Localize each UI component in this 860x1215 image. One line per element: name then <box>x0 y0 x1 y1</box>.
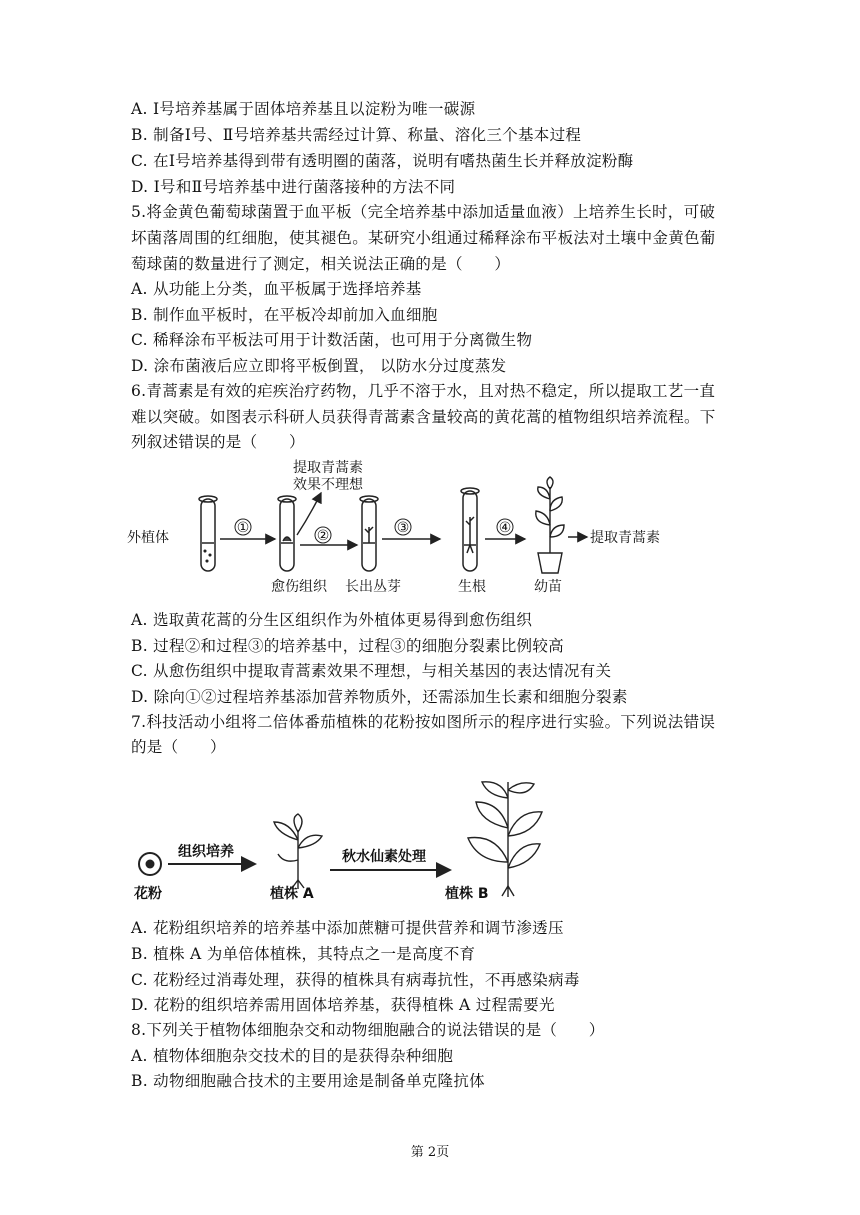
q6-option-d: D. 除向①②过程培养基添加营养物质外，还需添加生长素和细胞分裂素 <box>131 688 628 706</box>
pollen-culture-diagram <box>130 768 550 908</box>
q5-stem-line-1: 5.将金黄色葡萄球菌置于血平板（完全培养基中添加适量血液）上培养生长时，可破 <box>131 203 716 221</box>
page-number: 第 2页 <box>410 1145 450 1160</box>
tissue-culture-flow-diagram <box>125 455 685 600</box>
step-2-label: ② <box>316 528 330 544</box>
q4-option-b: B. 制备Ⅰ号、Ⅱ号培养基共需经过计算、称量、溶化三个基本过程 <box>131 126 582 144</box>
q4-option-d: D. Ⅰ号和Ⅱ号培养基中进行菌落接种的方法不同 <box>131 178 456 196</box>
stage-callus-label: 愈伤组织 <box>271 579 327 595</box>
q4-option-a: A. Ⅰ号培养基属于固体培养基且以淀粉为唯一碳源 <box>131 100 476 118</box>
q8-stem-line-1: 8.下列关于植物体细胞杂交和动物细胞融合的说法错误的是（ ） <box>131 1021 605 1039</box>
q5-option-d: D. 涂布菌液后应立即将平板倒置， 以防水分过度蒸发 <box>131 357 507 375</box>
plant-a-label: 植株 A <box>270 886 314 902</box>
end-label: 提取青蒿素 <box>590 530 660 546</box>
test-tube-callus <box>278 496 296 571</box>
step-3-label: ③ <box>396 520 410 536</box>
q5-option-c: C. 稀释涂布平板法可用于计数活菌，也可用于分离微生物 <box>131 331 533 349</box>
step-1-label: ① <box>236 520 250 536</box>
q7-stem-line-2: 的是（ ） <box>131 738 226 756</box>
q7-stem-line-1: 7.科技活动小组将二倍体番茄植株的花粉按如图所示的程序进行实验。下列说法错误 <box>131 713 716 731</box>
plant-a-icon <box>274 814 322 889</box>
stage-rooting-label: 生根 <box>458 579 486 595</box>
arrow-colchicine-label: 秋水仙素处理 <box>342 849 426 865</box>
arrow-tissue-culture-label: 组织培养 <box>178 844 234 860</box>
plant-b-icon <box>468 782 542 897</box>
test-tube-explant <box>199 496 217 571</box>
test-tube-shoots <box>360 496 378 571</box>
step-4-label: ④ <box>498 520 512 536</box>
q7-option-c: C. 花粉经过消毒处理，获得的植株具有病毒抗性，不再感染病毒 <box>131 971 580 989</box>
top-note-line-2: 效果不理想 <box>293 477 363 493</box>
q8-option-a: A. 植物体细胞杂交技术的目的是获得杂种细胞 <box>131 1047 454 1065</box>
q7-option-a: A. 花粉组织培养的培养基中添加蔗糖可提供营养和调节渗透压 <box>131 919 564 937</box>
stage-seedling-label: 幼苗 <box>534 579 562 595</box>
q6-stem-line-1: 6.青蒿素是有效的疟疾治疗药物，几乎不溶于水，且对热不稳定，所以提取工艺一直 <box>131 382 716 400</box>
test-tube-rooting <box>461 488 479 571</box>
q6-option-b: B. 过程②和过程③的培养基中，过程③的细胞分裂素比例较高 <box>131 637 564 655</box>
q6-option-a: A. 选取黄花蒿的分生区组织作为外植体更易得到愈伤组织 <box>131 611 533 629</box>
pollen-grain-icon <box>139 853 161 875</box>
q4-option-c: C. 在Ⅰ号培养基得到带有透明圈的菌落，说明有嗜热菌生长并释放淀粉酶 <box>131 152 634 170</box>
q5-option-b: B. 制作血平板时，在平板冷却前加入血细胞 <box>131 306 438 324</box>
plant-b-label: 植株 B <box>445 886 489 902</box>
pollen-label: 花粉 <box>134 886 162 902</box>
seedling-pot <box>536 477 564 573</box>
top-note-line-1: 提取青蒿素 <box>293 460 363 476</box>
q5-stem-line-3: 萄球菌的数量进行了测定，相关说法正确的是（ ） <box>131 255 511 273</box>
q7-option-b: B. 植株 A 为单倍体植株，其特点之一是高度不育 <box>131 945 476 963</box>
q6-option-c: C. 从愈伤组织中提取青蒿素效果不理想，与相关基因的表达情况有关 <box>131 662 612 680</box>
q8-option-b: B. 动物细胞融合技术的主要用途是制备单克隆抗体 <box>131 1072 485 1090</box>
q5-option-a: A. 从功能上分类，血平板属于选择培养基 <box>131 280 422 298</box>
explant-label: 外植体 <box>127 530 169 546</box>
stage-shoots-label: 长出丛芽 <box>345 579 401 595</box>
q5-stem-line-2: 坏菌落周围的红细胞，使其褪色。某研究小组通过稀释涂布平板法对土壤中金黄色葡 <box>131 229 716 247</box>
q7-option-d: D. 花粉的组织培养需用固体培养基，获得植株 A 过程需要光 <box>131 996 555 1014</box>
q6-stem-line-2: 难以突破。如图表示科研人员获得青蒿素含量较高的黄花蒿的植物组织培养流程。下 <box>131 408 716 426</box>
q6-stem-line-3: 列叙述错误的是（ ） <box>131 433 305 451</box>
